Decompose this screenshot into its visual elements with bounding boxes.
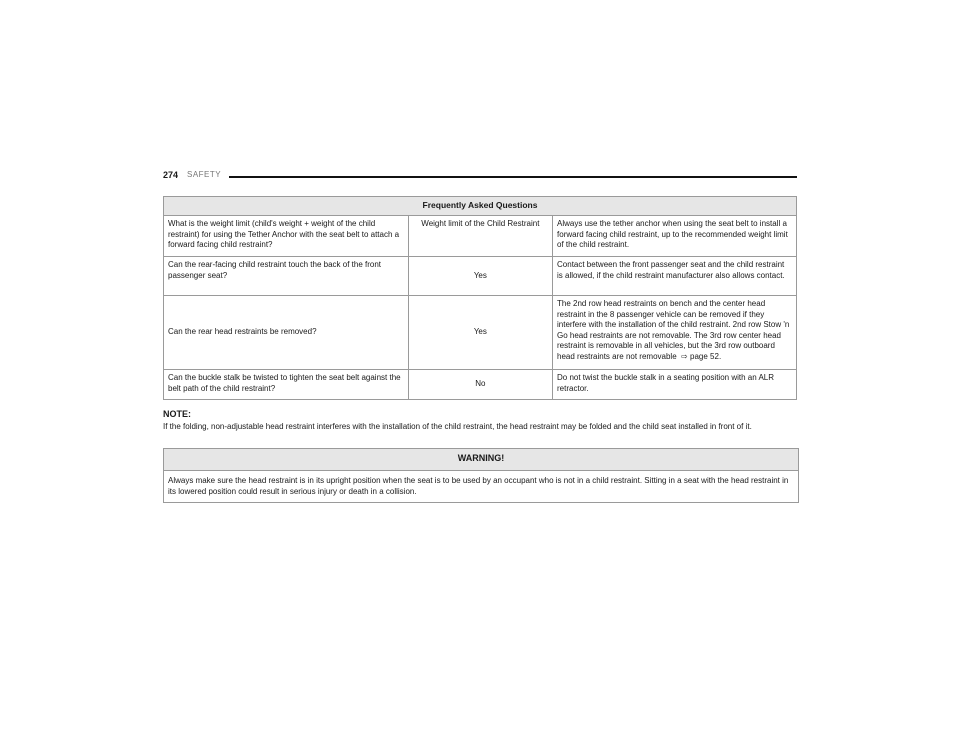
page-ref-arrow-icon: ⇨ — [678, 351, 691, 361]
warning-title: WARNING! — [164, 449, 798, 471]
page-reference-link[interactable]: page 52. — [690, 351, 722, 361]
page-header — [163, 170, 797, 184]
table-row — [164, 370, 797, 400]
faq-detail: Do not twist the buckle stalk in a seating position with an ALR retractor. — [553, 370, 797, 400]
faq-answer: Yes — [408, 257, 552, 296]
faq-answer: Yes — [408, 296, 552, 370]
faq-detail: The 2nd row head restraints on bench and the center head restraint in the 8 passenger vehicle can be removed if they interfere with the installation of the child restraint. 2nd row Stow 'n Go head restraints are not removable. The 3rd row center head restraint is removable in all vehicles, but the 3rd row outboard head restraints are not removable — [557, 299, 790, 361]
header-rule — [229, 176, 797, 178]
table-row — [164, 296, 797, 370]
faq-question: What is the weight limit (child's weight + weight of the child restraint) for using the Tether Anchor with the seat belt to attach a forward facing child restraint? — [164, 216, 409, 257]
warning-box — [163, 448, 799, 503]
faq-question: Can the rear-facing child restraint touch the back of the front passenger seat? — [164, 257, 409, 296]
faq-detail-cell — [553, 296, 797, 370]
faq-detail: Contact between the front passenger seat and the child restraint is allowed, if the child restraint manufacturer also allows contact. — [553, 257, 797, 296]
section-title: SAFETY — [187, 170, 222, 179]
faq-detail: Always use the tether anchor when using the seat belt to install a forward facing child restraint, up to the recommended weight limit of the child restraint. — [553, 216, 797, 257]
faq-question: Can the buckle stalk be twisted to tighten the seat belt against the belt path of the child restraint? — [164, 370, 409, 400]
note-text: If the folding, non-adjustable head restraint interferes with the installation of the child restraint, the head restraint may be folded and the child seat installed in front of it. — [163, 422, 752, 431]
faq-answer: No — [408, 370, 552, 400]
table-row — [164, 216, 797, 257]
table-row — [164, 257, 797, 296]
page-number: 274 — [163, 170, 179, 180]
faq-question: Can the rear head restraints be removed? — [164, 296, 409, 370]
faq-title-row — [164, 197, 797, 216]
faq-table — [163, 196, 797, 400]
warning-text: Always make sure the head restraint is in its upright position when the seat is to be used by an occupant who is not in a child restraint. Sitting in a seat with the head restraint in its lowered position could result in serious injury or death in a collision. — [168, 476, 789, 496]
faq-title: Frequently Asked Questions — [164, 197, 797, 216]
faq-answer: Weight limit of the Child Restraint — [408, 216, 552, 257]
note-title: NOTE: — [163, 409, 191, 419]
